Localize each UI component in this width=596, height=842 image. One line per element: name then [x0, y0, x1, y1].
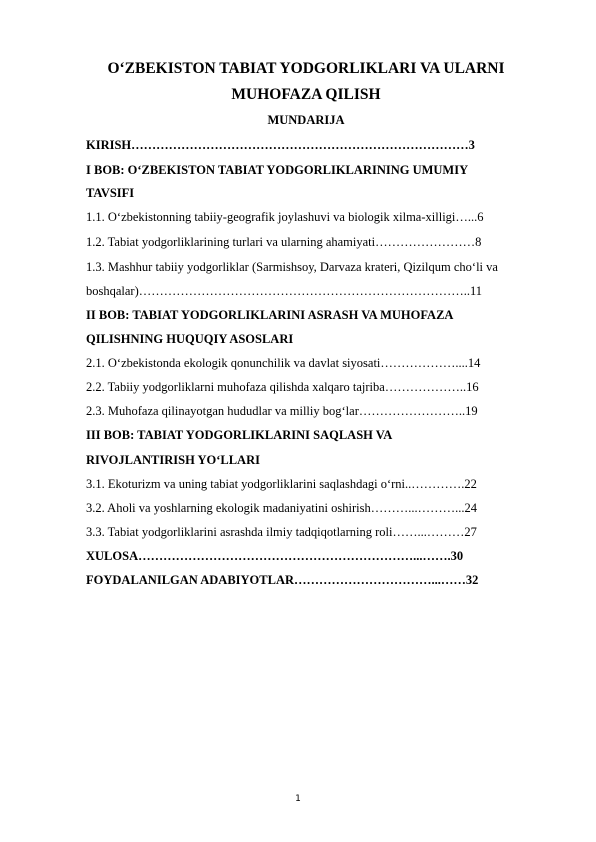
page-number: 1 [295, 794, 301, 804]
toc-entry-3-2: 3.2. Aholi va yoshlarning ekologik madaniyatini oshirish………...………...24 [86, 501, 477, 515]
toc-chapter-2-heading-line-2: QILISHNING HUQUQIY ASOSLARI [86, 332, 294, 346]
toc-chapter-1-heading-line-1: I BOB: O‘ZBEKISTON TABIAT YODGORLIKLARINING UMUMIY [86, 163, 469, 177]
toc-entry-2-3: 2.3. Muhofaza qilinayotgan hududlar va milliy bog‘lar……………………..19 [86, 404, 478, 418]
toc-entry-2-2: 2.2. Tabiiy yodgorliklarni muhofaza qilishda xalqaro tajriba………………..16 [86, 380, 479, 394]
toc-entry-1-2: 1.2. Tabiat yodgorliklarining turlari va ularning ahamiyati……………………8 [86, 235, 482, 249]
toc-entry-1-3-line-2: boshqalar)……………………………………………………………………..11 [86, 284, 483, 298]
document-title-line-1: O‘ZBEKISTON TABIAT YODGORLIKLARI VA ULARNI [107, 60, 505, 77]
toc-chapter-1-heading-line-2: TAVSIFI [86, 186, 135, 200]
toc-chapter-3-heading-line-1: III BOB: TABIAT YODGORLIKLARINI SAQLASH VA [86, 428, 393, 442]
toc-entry-1-1: 1.1. O‘zbekistonning tabiiy-geografik joylashuvi va biologik xilma-xilligi…...6 [86, 210, 484, 224]
contents-heading: MUNDARIJA [267, 113, 345, 127]
toc-chapter-3-heading-line-2: RIVOJLANTIRISH YO‘LLARI [86, 453, 260, 467]
toc-entry-introduction: KIRISH………………………………………………………………………3 [86, 138, 475, 152]
toc-entry-references: FOYDALANILGAN ADABIYOTLAR……………………………...……32 [86, 573, 479, 587]
document-title-line-2: MUHOFAZA QILISH [231, 86, 381, 103]
toc-entry-2-1: 2.1. O‘zbekistonda ekologik qonunchilik va davlat siyosati………………....14 [86, 356, 481, 370]
toc-entry-conclusion: XULOSA…………………………………………………………...…….30 [86, 549, 464, 563]
toc-entry-3-3: 3.3. Tabiat yodgorliklarini asrashda ilmiy tadqiqotlarning roli……...………27 [86, 525, 477, 539]
toc-entry-1-3-line-1: 1.3. Mashhur tabiiy yodgorliklar (Sarmishsoy, Darvaza krateri, Qizilqum cho‘li va [86, 260, 498, 274]
toc-entry-3-1: 3.1. Ekoturizm va uning tabiat yodgorliklarini saqlashdagi o‘rni..………….22 [86, 477, 477, 491]
toc-chapter-2-heading-line-1: II BOB: TABIAT YODGORLIKLARINI ASRASH VA MUHOFAZA [86, 308, 454, 322]
